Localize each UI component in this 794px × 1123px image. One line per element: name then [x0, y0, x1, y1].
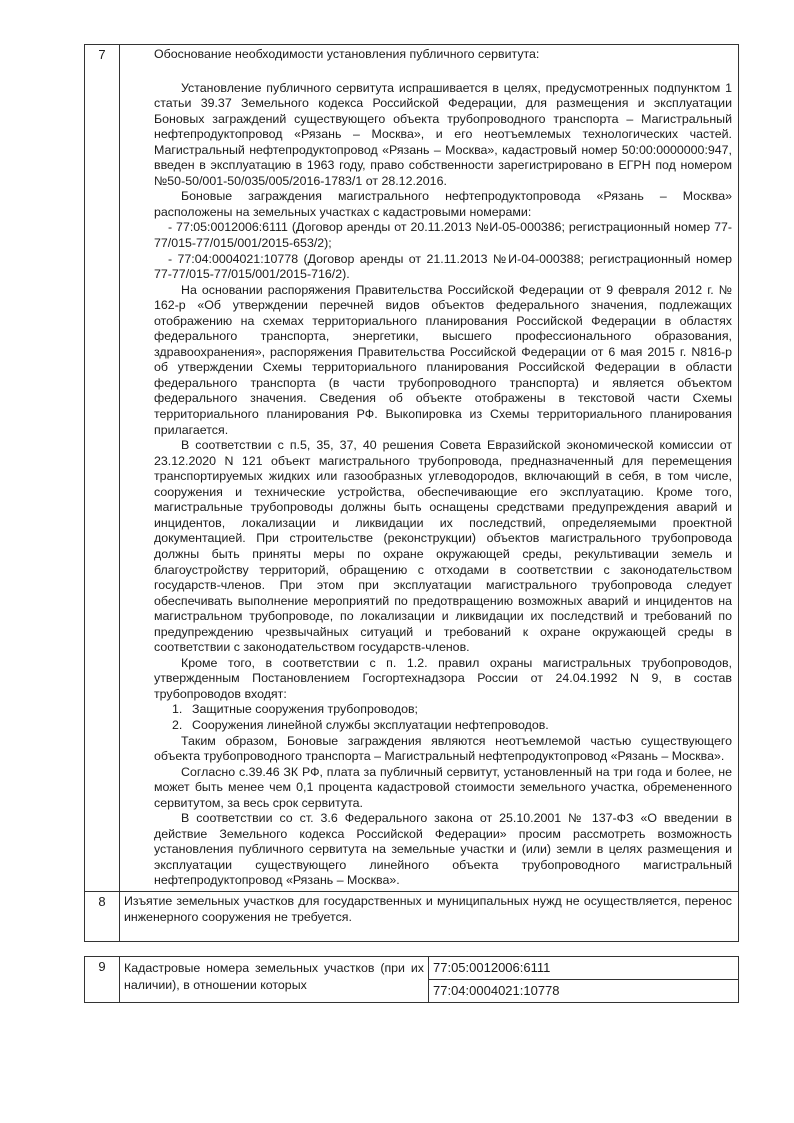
list-item-text: Защитные сооружения трубопроводов;: [192, 702, 418, 717]
land-plot-item: - 77:04:0004021:10778 (Договор аренды от 21.11.2013 №И-04-000388; регистрационный номер 77-77/015-77/015/001/2015-716/2).: [154, 251, 732, 282]
paragraph: В соответствии с п.5, 35, 37, 40 решения Совета Евразийской экономической комиссии от 23.12.2020 N 121 объект магистрального трубопровода, предназначенный для перемещения транспортируемых жидких или газообразных углеводородов, включающий в себя, в том числе, сооружения и технические устройства, обеспечивающие его эксплуатацию. Кроме того, магистральные трубопроводы должны быть оснащены средствами предупреждения аварий и инцидентов, локализации и ликвидации их последствий, определяемыми проектной документацией. При строительстве (реконструкции) объектов магистрального трубопровода должны быть приняты меры по охране окружающей среды, рекультивации земель и благоустройству территорий, обращению с отходами в соответствии с законодательством государств-членов. При этом при эксплуатации магистрального трубопровода следует обеспечивать выполнение мероприятий по предотвращению возможных аварий и инцидентов на магистральном трубопроводе, по локализации и ликвидации их последствий и требований по предупреждению чрезвычайных ситуаций и требований к охране окружающей среды в соответствии с законодательством государств-членов.: [154, 438, 732, 655]
land-plot-item: - 77:05:0012006:6111 (Договор аренды от 20.11.2013 №И-05-000386; регистрационный номер 77-77/015-77/015/001/2015-653/2);: [154, 220, 732, 251]
cadastral-list: [429, 957, 739, 1002]
paragraph: Боновые заграждения магистрального нефтепродуктопровода «Рязань – Москва» расположены на земельных участках с кадастровыми номерами:: [154, 189, 732, 219]
row-gap: [85, 942, 739, 957]
justification-title: Обоснование необходимости установления публичного сервитута:: [154, 47, 540, 61]
cadastral-inner-table: [120, 957, 738, 1002]
paragraph: Согласно с.39.46 ЗК РФ, плата за публичный сервитут, установленный на три года и более, не может быть менее чем 0,1 процента кадастровой стоимости земельного участка, обремененного сервитутом, за весь срок сервитута.: [154, 764, 732, 810]
seizure-text: Изъятие земельных участков для государственных и муниципальных нужд не осуществляется, перенос инженерного сооружения не требуется.: [124, 893, 732, 924]
row-number: 8: [85, 891, 120, 941]
cadastral-number: 77:05:0012006:6111: [429, 957, 738, 980]
list-marker: 1.: [172, 702, 183, 717]
paragraph: На основании распоряжения Правительства Российской Федерации от 9 февраля 2012 г. № 162-р «Об утверждении перечней видов объектов федерального значения, подлежащих отображению на схемах территориального планирования Российской Федерации в областях федерального транспорта, энергетики, высшего профессионального образования, здравоохранения», распоряжения Правительства Российской Федерации от 6 мая 2015 г. N816-р об утверждении Схемы территориального планирования Российской Федерации в области федерального транспорта (в части трубопроводного транспорта) и является объектом федерального значения. Сведения об объекте отображены в текстовой части Схемы территориального планирования РФ. Выкопировка из Схемы территориального планирования прилагается.: [154, 282, 732, 437]
row-number: 7: [85, 45, 120, 892]
seizure-cell: [120, 891, 739, 941]
list-item-text: Сооружения линейной службы эксплуатации нефтепроводов.: [192, 717, 549, 732]
list-marker: 2.: [172, 717, 183, 732]
application-table: [84, 44, 739, 1003]
cadastral-label: Кадастровые номера земельных участков (при их наличии), в отношении которых: [120, 957, 429, 1002]
paragraph: В соответствии со ст. 3.6 Федерального закона от 25.10.2001 № 137-ФЗ «О введении в действие Земельного кодекса Российской Федерации» просим рассмотреть возможность установления публичного сервитута на земельные участки и (или) земли в целях размещения и эксплуатации существующего линейного объекта трубопроводного магистральный нефтепродуктопровод «Рязань – Москва».: [154, 811, 732, 888]
paragraph: Кроме того, в соответствии с п. 1.2. правил охраны магистральных трубопроводов, утвержденным Постановлением Госгортехнадзора России от 24.04.1992 N 9, в состав трубопроводов входят:: [154, 655, 732, 701]
paragraph: Таким образом, Боновые заграждения являются неотъемлемой частью существующего объекта трубопроводного транспорта – Магистральный нефтепродуктопровод «Рязань – Москва».: [154, 733, 732, 764]
row-number: 9: [85, 957, 120, 1003]
cadastral-number: 77:04:0004021:10778: [433, 983, 560, 999]
table-row-9: [85, 957, 739, 1003]
list-item: [154, 718, 732, 734]
table-row-8: [85, 891, 739, 941]
table-row-7: [85, 45, 739, 892]
paragraph: Установление публичного сервитута испрашивается в целях, предусмотренных подпунктом 1 статьи 39.37 Земельного кодекса Российской Федерации, для размещения и эксплуатации Боновых заграждений существующего объекта трубопроводного транспорта – Магистральный нефтепродуктопровод «Рязань – Москва», и его неотъемлемых технологических частей. Магистральный нефтепродуктопровод «Рязань – Москва», кадастровый номер 50:00:0000000:947, введен в эксплуатацию в 1963 году, право собственности зарегистрировано в ЕГРН под номером №50-50/001-50/035/005/2016-1783/1 от 28.12.2016.: [154, 80, 732, 188]
list-item: [154, 702, 732, 718]
cadastral-cell: [120, 957, 739, 1003]
justification-cell: [120, 45, 739, 892]
